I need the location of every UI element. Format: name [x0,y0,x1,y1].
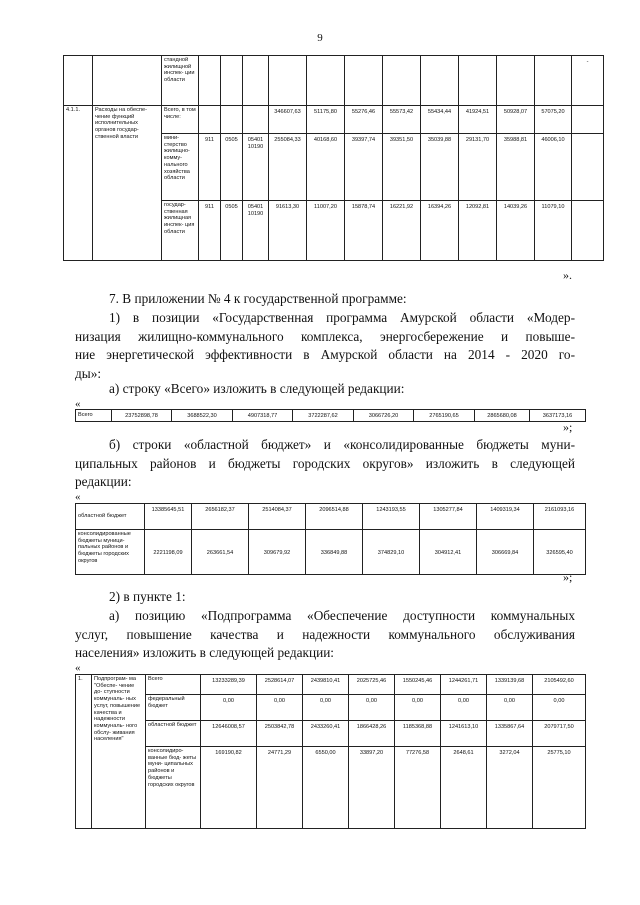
value-cell: 0,00 [395,695,441,721]
table-row [76,747,586,829]
opening-quote: « [75,398,81,410]
table-row [64,106,604,134]
value-cell: 1243193,55 [363,504,420,530]
value-cell: 2503842,78 [257,721,303,747]
value-cell: 306669,84 [477,530,534,575]
value-cell: 336849,88 [306,530,363,575]
value-cell: 2765190,65 [414,410,475,422]
value-cell: 2025725,46 [349,675,395,695]
row-label: федеральный бюджет [146,695,201,721]
value-cell: 0,00 [441,695,487,721]
row-number: 1. [76,675,92,829]
row-number: 4.1.1. [64,106,93,261]
value-cell: 326595,40 [534,530,586,575]
closing-quote: ». [563,268,572,282]
value-cell: 11007,20 [307,201,345,261]
value-cell: 0,00 [201,695,257,721]
subprogram-table [75,674,586,829]
paragraph-7-a: а) строку «Всего» изложить в следующей редакции: [109,381,405,396]
value-cell: 0,00 [533,695,586,721]
csr-cell: 05401 10190 [243,134,269,201]
value-cell: 15878,74 [345,201,383,261]
value-cell: 11079,10 [535,201,572,261]
executor-cell: мини- стерство жилищно- комму- нального хозяйства области [162,134,199,201]
table-row [76,675,586,695]
text-line: низация жилищно-коммунального комплекса, энергосбережение и повыше- [75,328,575,344]
value-cell: 309679,92 [249,530,306,575]
value-cell: 4907318,77 [233,410,293,422]
value-cell: 2656182,37 [192,504,249,530]
value-cell: 2161093,16 [534,504,586,530]
value-cell: 16221,92 [383,201,421,261]
value-cell: 2433260,41 [303,721,349,747]
value-cell: 2514084,37 [249,504,306,530]
value-cell: 1305277,84 [420,504,477,530]
value-cell: 3272,04 [487,747,533,829]
rz-cell: 0505 [221,134,243,201]
value-cell: 0,00 [487,695,533,721]
table-row [76,530,586,575]
grbs-cell: 911 [199,134,221,201]
table-row [76,504,586,530]
paragraph-7-1 [75,309,575,383]
paragraph-2: 2) в пункте 1: [109,589,186,604]
value-cell: 3688522,30 [172,410,233,422]
value-cell: 2096514,88 [306,504,363,530]
budget-rows-table [75,503,586,575]
rz-cell: 0505 [221,201,243,261]
row-label: консолидиро- ванные бюд- жеты муни- ципальных районов и бюджеты городских округов [146,747,201,829]
value-cell: 57075,20 [535,106,572,134]
value-cell: 374829,10 [363,530,420,575]
value-cell: 50928,07 [497,106,535,134]
value-cell: 1409319,34 [477,504,534,530]
value-cell: 263661,54 [192,530,249,575]
value-cell: 35988,81 [497,134,535,201]
value-cell: 2528614,07 [257,675,303,695]
value-cell: 1866428,26 [349,721,395,747]
text-line: населения» изложить в следующей редакции: [75,645,335,660]
text-line: 1) в позиции «Государственная программа Амурской области «Модер- [109,310,575,325]
text-line: услуг, повышение качества и надежности коммунального обслуживания [75,626,575,642]
row-label: областной бюджет [146,721,201,747]
page-number: 9 [317,32,323,44]
text-line: б) строки «областной бюджет» и «консолидированные бюджеты муни- [109,437,575,452]
value-cell: 1185368,88 [395,721,441,747]
program-table-continuation [63,55,604,261]
value-cell: 6550,00 [303,747,349,829]
table-row [76,410,586,422]
value-cell: 33897,20 [349,747,395,829]
value-cell: 12092,81 [459,201,497,261]
value-cell: 3637173,16 [530,410,586,422]
table-row [64,56,604,106]
value-cell: 2079717,50 [533,721,586,747]
text-line: ние энергетической эффективности в Амурской области на 2014 - 2020 го- [75,347,575,362]
row-label: Всего [146,675,201,695]
value-cell: 14039,26 [497,201,535,261]
executor-cell: государ- ственная жилищная инспек- ция области [162,201,199,261]
value-cell: 12646008,57 [201,721,257,747]
value-cell: 40168,60 [307,134,345,201]
value-cell: 25775,10 [533,747,586,829]
row-label: областной бюджет [76,504,145,530]
table-row [76,695,586,721]
value-cell: 1241613,10 [441,721,487,747]
paragraph-7-b [75,436,575,492]
table-row [76,721,586,747]
dash-cell: - [572,56,604,106]
row-label: консолидированные бюджеты муници- пальных районов и бюджеты городских округов [76,530,145,575]
text-line: редакции: [75,474,132,489]
value-cell: 3066726,20 [354,410,414,422]
value-cell: 46006,10 [535,134,572,201]
value-cell: 55276,46 [345,106,383,134]
text-line: ципальных районов и бюджеты городских округов» изложить в следующей [75,455,575,471]
value-cell: 13233289,39 [201,675,257,695]
value-cell: 2648,61 [441,747,487,829]
value-cell: 2439810,41 [303,675,349,695]
value-cell: 77276,58 [395,747,441,829]
value-cell: 346607,63 [269,106,307,134]
value-cell: 24771,29 [257,747,303,829]
value-cell: 16394,26 [421,201,459,261]
value-cell: 39397,74 [345,134,383,201]
value-cell: 55573,42 [383,106,421,134]
value-cell: 51175,80 [307,106,345,134]
value-cell: 1339139,68 [487,675,533,695]
value-cell: 39351,50 [383,134,421,201]
executor-cell: Всего, в том числе: [162,106,199,134]
value-cell: 35039,88 [421,134,459,201]
value-cell: 13385645,51 [145,504,192,530]
value-cell: 2221198,09 [145,530,192,575]
executor-cell: стандной жилищной инспек- ции области [162,56,199,106]
value-cell: 2105492,60 [533,675,586,695]
csr-cell: 05401 10190 [243,201,269,261]
opening-quote: « [75,662,81,674]
row-label: Всего [76,410,112,422]
closing-quote: »; [563,570,573,584]
value-cell: 1550245,46 [395,675,441,695]
value-cell: 91613,30 [269,201,307,261]
value-cell: 0,00 [349,695,395,721]
value-cell: 41924,51 [459,106,497,134]
value-cell: 1335867,64 [487,721,533,747]
grbs-cell: 911 [199,201,221,261]
value-cell: 23752898,78 [112,410,172,422]
value-cell: 1244261,71 [441,675,487,695]
value-cell: 169190,82 [201,747,257,829]
subprogram-name: Подпрограм- ма "Обеспе- чение до- ступности коммуналь- ных услуг, повышение качества и надежности коммуналь- ного обслу- живания населения" [92,675,146,829]
paragraph-2-a [75,607,575,663]
value-cell: 0,00 [303,695,349,721]
value-cell: 2865680,08 [475,410,530,422]
opening-quote: « [75,491,81,503]
value-cell: 304912,41 [420,530,477,575]
closing-quote: »; [563,420,573,434]
value-cell: 55434,44 [421,106,459,134]
value-cell: 3722287,62 [293,410,354,422]
value-cell: 29131,70 [459,134,497,201]
measure-name: Расходы на обеспе- чение функций исполнительных органов государ- ственной власти [93,106,162,261]
text-line: ды»: [75,365,102,381]
total-row-table [75,409,586,422]
paragraph-7: 7. В приложении № 4 к государственной программе: [109,291,407,306]
text-line: а) позицию «Подпрограмма «Обеспечение доступности коммунальных [109,608,575,623]
value-cell: 255084,33 [269,134,307,201]
value-cell: 0,00 [257,695,303,721]
